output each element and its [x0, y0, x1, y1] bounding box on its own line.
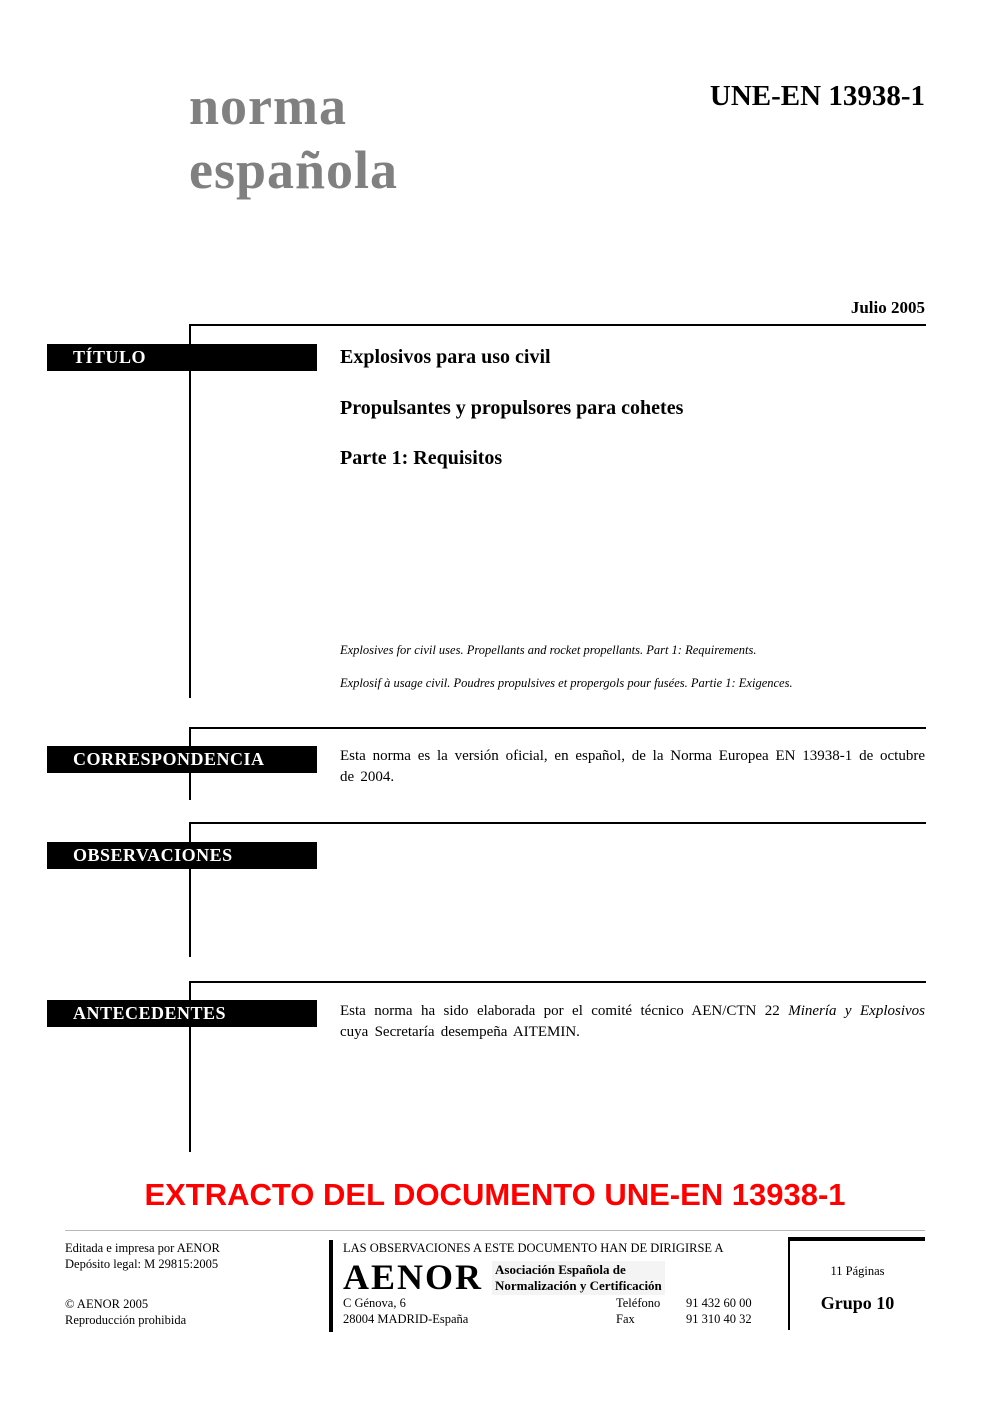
footer-reproduction-notice: Reproducción prohibida	[65, 1313, 187, 1327]
title-line-2: Propulsantes y propulsores para cohetes	[340, 397, 684, 419]
footer-edited-by: Editada e impresa por AENOR	[65, 1241, 220, 1255]
rule-observaciones	[189, 822, 926, 824]
footer-page-count: 11 Páginas	[830, 1264, 885, 1278]
correspondencia-text: Esta norma es la versión oficial, en español, de la Norma Europea EN 13938-1 de octubre de 2004.	[340, 748, 925, 785]
footer-imprint	[65, 1240, 220, 1272]
footer-phone-label: Teléfono	[616, 1296, 661, 1310]
footer-fax-label: Fax	[616, 1312, 635, 1326]
aenor-org-description-line-1: Asociación Española de	[495, 1262, 626, 1277]
correspondencia-label: CORRESPONDENCIA	[73, 749, 265, 769]
footer-fax-value: 91 310 40 32	[686, 1312, 752, 1326]
title-translation-french: Explosif à usage civil. Poudres propulsives et propergols pour fusées. Partie 1: Exigences.	[340, 676, 793, 690]
titulo-label: TÍTULO	[73, 347, 147, 367]
antecedentes-text-before: Esta norma ha sido elaborada por el comité técnico AEN/CTN 22	[340, 1003, 789, 1019]
footer-observations-notice: LAS OBSERVACIONES A ESTE DOCUMENTO HAN DE DIRIGIRSE A	[343, 1241, 724, 1255]
rule-vertical-titulo	[189, 324, 191, 698]
footer-address-line-2: 28004 MADRID-España	[343, 1312, 469, 1326]
title-translation-english: Explosives for civil uses. Propellants and rocket propellants. Part 1: Requirements.	[340, 643, 757, 657]
document-code: UNE-EN 13938-1	[709, 80, 925, 112]
logo-line-1: norma	[189, 76, 347, 136]
antecedentes-text	[340, 1001, 925, 1043]
observaciones-label-bar	[47, 842, 317, 869]
titulo-label-bar	[47, 344, 317, 371]
title-line-3: Parte 1: Requisitos	[340, 447, 503, 469]
extract-banner: EXTRACTO DEL DOCUMENTO UNE-EN 13938-1	[144, 1177, 846, 1212]
footer-top-rule	[65, 1230, 925, 1231]
footer-pages-box-top-rule	[788, 1237, 925, 1241]
norma-espanola-logo	[189, 74, 398, 202]
aenor-org-description	[492, 1261, 665, 1295]
antecedentes-label-bar	[47, 1000, 317, 1027]
rule-top	[189, 324, 926, 326]
antecedentes-label: ANTECEDENTES	[73, 1003, 227, 1023]
footer-contact-labels	[616, 1295, 660, 1327]
observaciones-label: OBSERVACIONES	[73, 845, 233, 865]
footer-copyright-block	[65, 1296, 186, 1328]
footer-phone-value: 91 432 60 00	[686, 1296, 752, 1310]
footer-pages-box-left-rule	[788, 1237, 790, 1330]
footer-address	[343, 1295, 468, 1327]
footer-legal-deposit: Depósito legal: M 29815:2005	[65, 1257, 219, 1271]
footer-contact-values	[686, 1295, 752, 1327]
title-line-1: Explosivos para uso civil	[340, 346, 551, 368]
footer-address-line-1: C Génova, 6	[343, 1296, 406, 1310]
footer-copyright: © AENOR 2005	[65, 1297, 149, 1311]
footer-group-number: Grupo 10	[820, 1293, 895, 1313]
rule-correspondencia	[189, 727, 926, 729]
rule-antecedentes	[189, 981, 926, 983]
footer-divider-left	[329, 1240, 333, 1332]
aenor-org-description-line-2: Normalización y Certificación	[495, 1278, 662, 1293]
antecedentes-text-italic: Minería y Explosivos	[788, 1003, 925, 1019]
logo-line-2: española	[189, 140, 399, 200]
antecedentes-text-after: cuya Secretaría desempeña AITEMIN.	[340, 1024, 580, 1040]
correspondencia-label-bar	[47, 746, 317, 773]
aenor-logo: AENOR	[343, 1257, 484, 1297]
issue-date: Julio 2005	[850, 298, 925, 317]
